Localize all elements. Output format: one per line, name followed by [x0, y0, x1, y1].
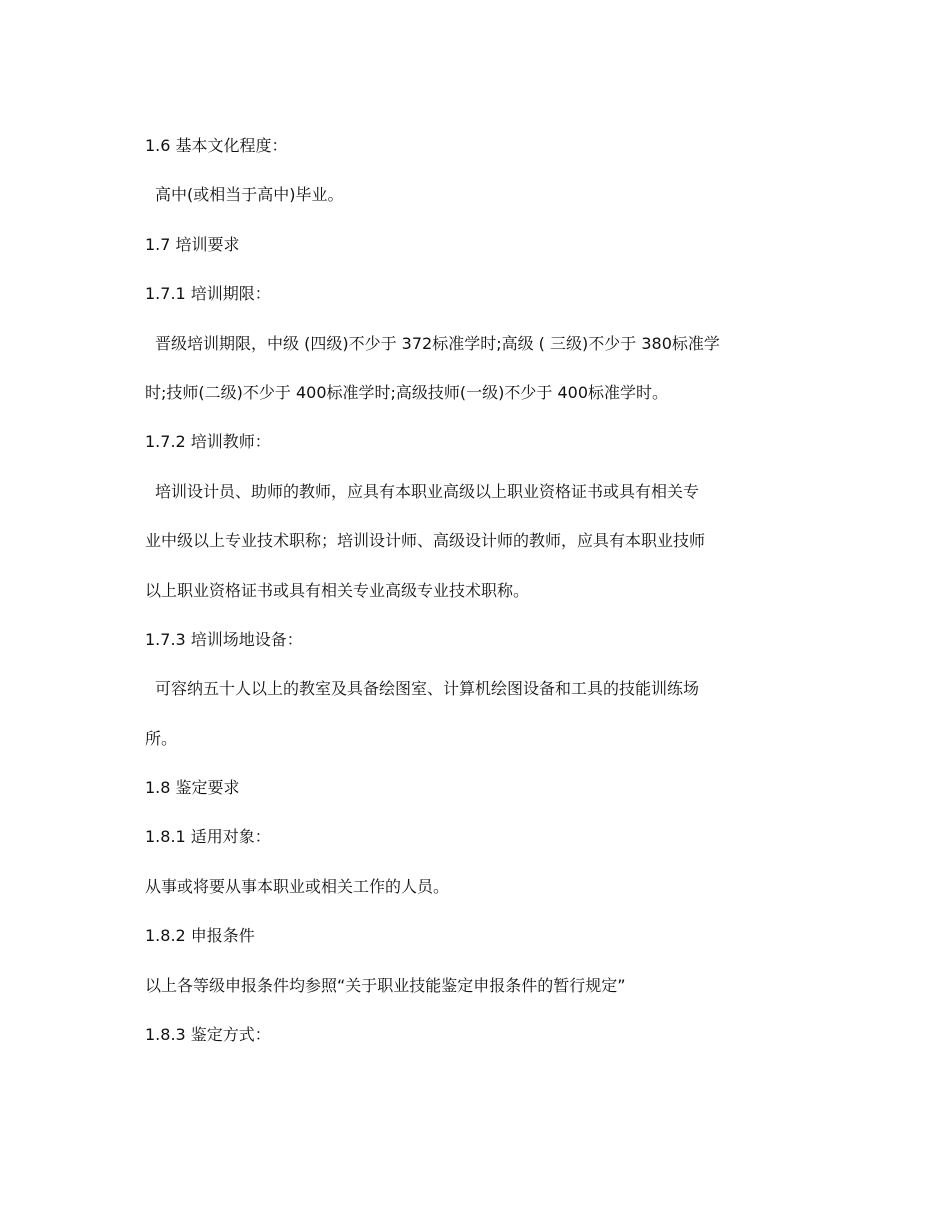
- paragraph-training-period-line-1: 晋级培训期限，中级 (四级)不少于 372标准学时;高级 ( 三级)不少于 380标准学: [155, 333, 720, 353]
- paragraph-teachers-line-2: 业中级以上专业技术职称；培训设计师、高级设计师的教师，应具有本职业技师: [145, 531, 706, 551]
- heading-1-8-1: 1.8.1 适用对象：: [145, 827, 271, 847]
- heading-1-6: 1.6 基本文化程度：: [145, 136, 288, 155]
- paragraph-training-period-line-2: 时;技师(二级)不少于 400标准学时;高级技师(一级)不少于 400标准学时。: [145, 382, 669, 402]
- paragraph-teachers-line-1: 培训设计员、助师的教师，应具有本职业高级以上职业资格证书或具有相关专: [155, 481, 700, 501]
- heading-1-7: 1.7 培训要求: [145, 234, 240, 254]
- paragraph-facilities-line-2: 所。: [145, 728, 178, 748]
- heading-1-8-2: 1.8.2 申报条件: [145, 926, 255, 946]
- paragraph-teachers-line-3: 以上职业资格证书或具有相关专业高级专业技术职称。: [145, 580, 530, 600]
- paragraph-education: 高中(或相当于高中)毕业。: [155, 185, 344, 205]
- heading-1-8-3: 1.8.3 鉴定方式：: [145, 1025, 271, 1045]
- heading-1-7-2: 1.7.2 培训教师：: [145, 432, 271, 452]
- heading-1-8: 1.8 鉴定要求: [145, 778, 240, 798]
- paragraph-application-conditions: 以上各等级申报条件均参照“关于职业技能鉴定申报条件的暂行规定”: [145, 975, 626, 995]
- paragraph-facilities-line-1: 可容纳五十人以上的教室及具备绘图室、计算机绘图设备和工具的技能训练场: [155, 679, 700, 699]
- paragraph-applicable-persons: 从事或将要从事本职业或相关工作的人员。: [145, 876, 450, 896]
- heading-1-7-1: 1.7.1 培训期限：: [145, 284, 271, 304]
- heading-1-7-3: 1.7.3 培训场地设备：: [145, 629, 303, 649]
- document-body: [145, 134, 825, 1072]
